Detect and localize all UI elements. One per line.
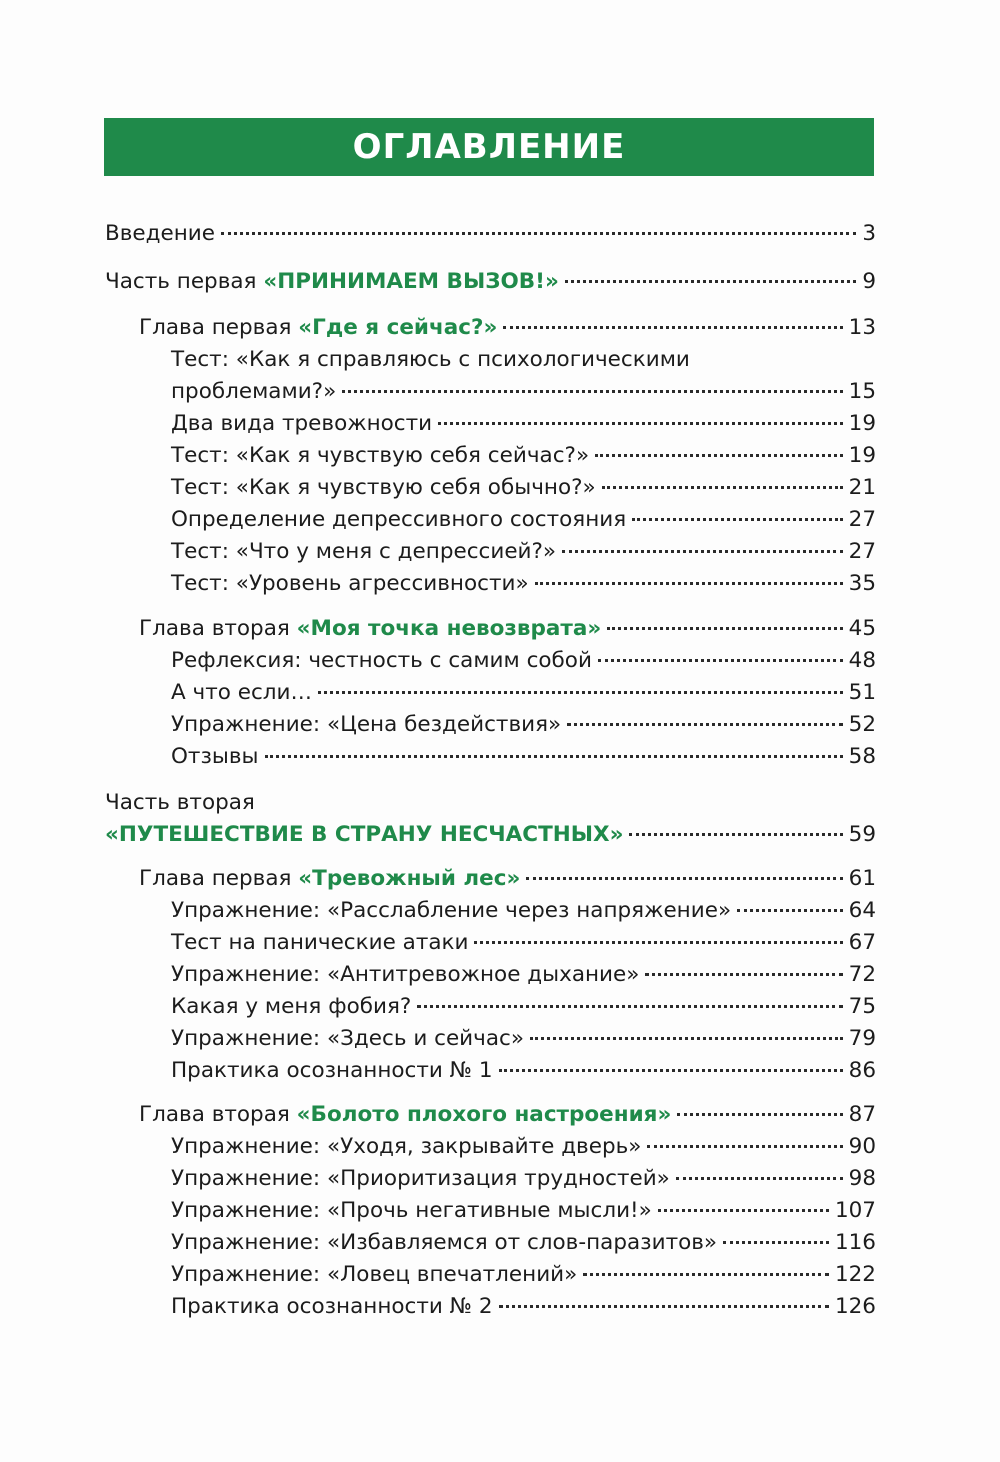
dot-leader bbox=[676, 1177, 843, 1180]
chapter-prefix: Глава вторая bbox=[139, 616, 290, 641]
toc-entry-label: Тест: «Что у меня с депрессией?» bbox=[171, 539, 557, 564]
toc-title: ОГЛАВЛЕНИЕ bbox=[352, 127, 626, 167]
toc-page-number: 98 bbox=[848, 1166, 876, 1191]
toc-page-number: 61 bbox=[848, 866, 876, 891]
part-title: «ПУТЕШЕСТВИЕ В СТРАНУ НЕСЧАСТНЫХ» bbox=[105, 822, 624, 847]
toc-entry-chapter[interactable] bbox=[139, 862, 876, 896]
toc-entry[interactable] bbox=[171, 894, 876, 928]
part-prefix: Часть первая bbox=[105, 269, 257, 294]
dot-leader bbox=[526, 877, 842, 880]
toc-page-number: 52 bbox=[848, 712, 876, 737]
dot-leader bbox=[629, 833, 842, 836]
toc-page-number: 86 bbox=[848, 1058, 876, 1083]
chapter-prefix: Глава вторая bbox=[139, 1102, 290, 1127]
toc-entry[interactable] bbox=[171, 567, 876, 601]
dot-leader bbox=[438, 422, 843, 425]
toc-entry-label: Упражнение: «Здесь и сейчас» bbox=[171, 1026, 525, 1051]
toc-entry[interactable] bbox=[171, 503, 876, 537]
chapter-title: «Где я сейчас?» bbox=[298, 315, 498, 340]
toc-page-number: 107 bbox=[834, 1198, 876, 1223]
toc-page-number: 79 bbox=[848, 1026, 876, 1051]
toc-page-number: 13 bbox=[848, 315, 876, 340]
dot-leader bbox=[499, 1069, 843, 1072]
dot-leader bbox=[565, 280, 856, 283]
toc-entry[interactable] bbox=[171, 1022, 876, 1056]
dot-leader bbox=[583, 1273, 829, 1276]
toc-entry-label: Упражнение: «Прочь негативные мысли!» bbox=[171, 1198, 652, 1223]
toc-entry-label: Отзывы bbox=[171, 744, 259, 769]
toc-page-number: 3 bbox=[862, 221, 876, 246]
toc-page-number: 116 bbox=[834, 1230, 876, 1255]
dot-leader bbox=[503, 326, 842, 329]
toc-page-number: 35 bbox=[848, 571, 876, 596]
toc-entry-label: Практика осознанности № 1 bbox=[171, 1058, 493, 1083]
dot-leader bbox=[535, 582, 843, 585]
toc-entry-part-two[interactable] bbox=[105, 818, 876, 852]
toc-entry[interactable] bbox=[171, 644, 876, 678]
toc-entry-label: Практика осознанности № 2 bbox=[171, 1294, 493, 1319]
dot-leader bbox=[221, 232, 856, 235]
toc-page-number: 19 bbox=[848, 411, 876, 436]
dot-leader bbox=[598, 659, 843, 662]
toc-entry[interactable] bbox=[171, 1258, 876, 1292]
toc-entry[interactable] bbox=[171, 740, 876, 774]
toc-entry[interactable] bbox=[171, 1054, 876, 1088]
toc-entry-intro[interactable] bbox=[105, 217, 876, 251]
toc-entry[interactable] bbox=[171, 535, 876, 569]
toc-entry-label: Тест: «Уровень агрессивности» bbox=[171, 571, 529, 596]
dot-leader bbox=[417, 1005, 842, 1008]
toc-entry-label: Введение bbox=[105, 221, 215, 246]
toc-page-number: 19 bbox=[848, 443, 876, 468]
toc-entry-label: Рефлексия: честность с самим собой bbox=[171, 648, 592, 673]
toc-page-number: 51 bbox=[848, 680, 876, 705]
chapter-title: «Тревожный лес» bbox=[298, 866, 521, 891]
toc-entry-label: Упражнение: «Цена бездействия» bbox=[171, 712, 562, 737]
toc-page-number: 126 bbox=[834, 1294, 876, 1319]
toc-entry-chapter[interactable] bbox=[139, 1098, 876, 1132]
toc-entry[interactable] bbox=[171, 439, 876, 473]
dot-leader bbox=[562, 550, 843, 553]
toc-page-number: 75 bbox=[848, 994, 876, 1019]
toc-entry-label-line[interactable]: Тест: «Как я справляюсь с психологическими bbox=[171, 347, 690, 372]
part-title: «ПРИНИМАЕМ ВЫЗОВ!» bbox=[263, 269, 559, 294]
toc-page-number: 59 bbox=[848, 822, 876, 847]
dot-leader bbox=[595, 454, 843, 457]
toc-entry[interactable] bbox=[171, 1226, 876, 1260]
chapter-prefix: Глава первая bbox=[139, 866, 292, 891]
toc-entry-label: Упражнение: «Антитревожное дыхание» bbox=[171, 962, 640, 987]
dot-leader bbox=[499, 1305, 829, 1308]
dot-leader bbox=[658, 1209, 829, 1212]
toc-entry[interactable] bbox=[171, 1162, 876, 1196]
dot-leader bbox=[737, 909, 843, 912]
part-prefix[interactable]: Часть вторая bbox=[105, 790, 255, 815]
dot-leader bbox=[474, 941, 842, 944]
toc-entry[interactable] bbox=[171, 990, 876, 1024]
toc-entry-label: проблемами?» bbox=[171, 379, 337, 404]
toc-entry-label: Тест на панические атаки bbox=[171, 930, 469, 955]
toc-entry-label: Упражнение: «Ловец впечатлений» bbox=[171, 1262, 578, 1287]
toc-entry-label: Определение депрессивного состояния bbox=[171, 507, 627, 532]
toc-entry-label: Тест: «Как я чувствую себя сейчас?» bbox=[171, 443, 590, 468]
toc-page-number: 122 bbox=[834, 1262, 876, 1287]
toc-entry-label: Тест: «Как я чувствую себя обычно?» bbox=[171, 475, 596, 500]
toc-page-number: 9 bbox=[862, 269, 876, 294]
toc-entry[interactable] bbox=[171, 958, 876, 992]
toc-entry[interactable] bbox=[171, 926, 876, 960]
toc-entry[interactable] bbox=[171, 1290, 876, 1324]
toc-page-number: 45 bbox=[848, 616, 876, 641]
dot-leader bbox=[265, 755, 843, 758]
dot-leader bbox=[318, 691, 843, 694]
toc-page-number: 48 bbox=[848, 648, 876, 673]
dot-leader bbox=[645, 973, 842, 976]
toc-entry-label: Упражнение: «Расслабление через напряжение» bbox=[171, 898, 732, 923]
toc-page-number: 58 bbox=[848, 744, 876, 769]
toc-page-number: 64 bbox=[848, 898, 876, 923]
dot-leader bbox=[723, 1241, 829, 1244]
toc-entry-label: А что если… bbox=[171, 680, 313, 705]
dot-leader bbox=[607, 627, 842, 630]
toc-page-number: 87 bbox=[848, 1102, 876, 1127]
dot-leader bbox=[632, 518, 842, 521]
toc-entry-label: Упражнение: «Приоритизация трудностей» bbox=[171, 1166, 670, 1191]
toc-entry-label: Два вида тревожности bbox=[171, 411, 433, 436]
toc-page-number: 72 bbox=[848, 962, 876, 987]
toc-entry[interactable] bbox=[171, 1194, 876, 1228]
toc-entry[interactable] bbox=[171, 1130, 876, 1164]
dot-leader bbox=[602, 486, 843, 489]
dot-leader bbox=[342, 390, 842, 393]
toc-entry-chapter[interactable] bbox=[139, 612, 876, 646]
chapter-prefix: Глава первая bbox=[139, 315, 292, 340]
toc-page-number: 27 bbox=[848, 539, 876, 564]
chapter-title: «Моя точка невозврата» bbox=[296, 616, 602, 641]
toc-page-number: 27 bbox=[848, 507, 876, 532]
toc-entry-label: Какая у меня фобия? bbox=[171, 994, 412, 1019]
toc-page-number: 15 bbox=[848, 379, 876, 404]
toc-entry-part-one[interactable] bbox=[105, 265, 876, 299]
toc-entry[interactable] bbox=[171, 471, 876, 505]
chapter-title: «Болото плохого настроения» bbox=[296, 1102, 672, 1127]
toc-entry[interactable] bbox=[171, 676, 876, 710]
toc-entry-chapter[interactable] bbox=[139, 311, 876, 345]
dot-leader bbox=[530, 1037, 843, 1040]
toc-page-number: 67 bbox=[848, 930, 876, 955]
toc-entry[interactable] bbox=[171, 708, 876, 742]
toc-entry[interactable] bbox=[171, 407, 876, 441]
toc-entry-label: Упражнение: «Уходя, закрывайте дверь» bbox=[171, 1134, 642, 1159]
toc-entry-label: Упражнение: «Избавляемся от слов-паразитов» bbox=[171, 1230, 718, 1255]
dot-leader bbox=[647, 1145, 842, 1148]
toc-entry[interactable] bbox=[171, 375, 876, 409]
toc-page-number: 90 bbox=[848, 1134, 876, 1159]
dot-leader bbox=[677, 1113, 842, 1116]
toc-page-number: 21 bbox=[848, 475, 876, 500]
dot-leader bbox=[567, 723, 842, 726]
